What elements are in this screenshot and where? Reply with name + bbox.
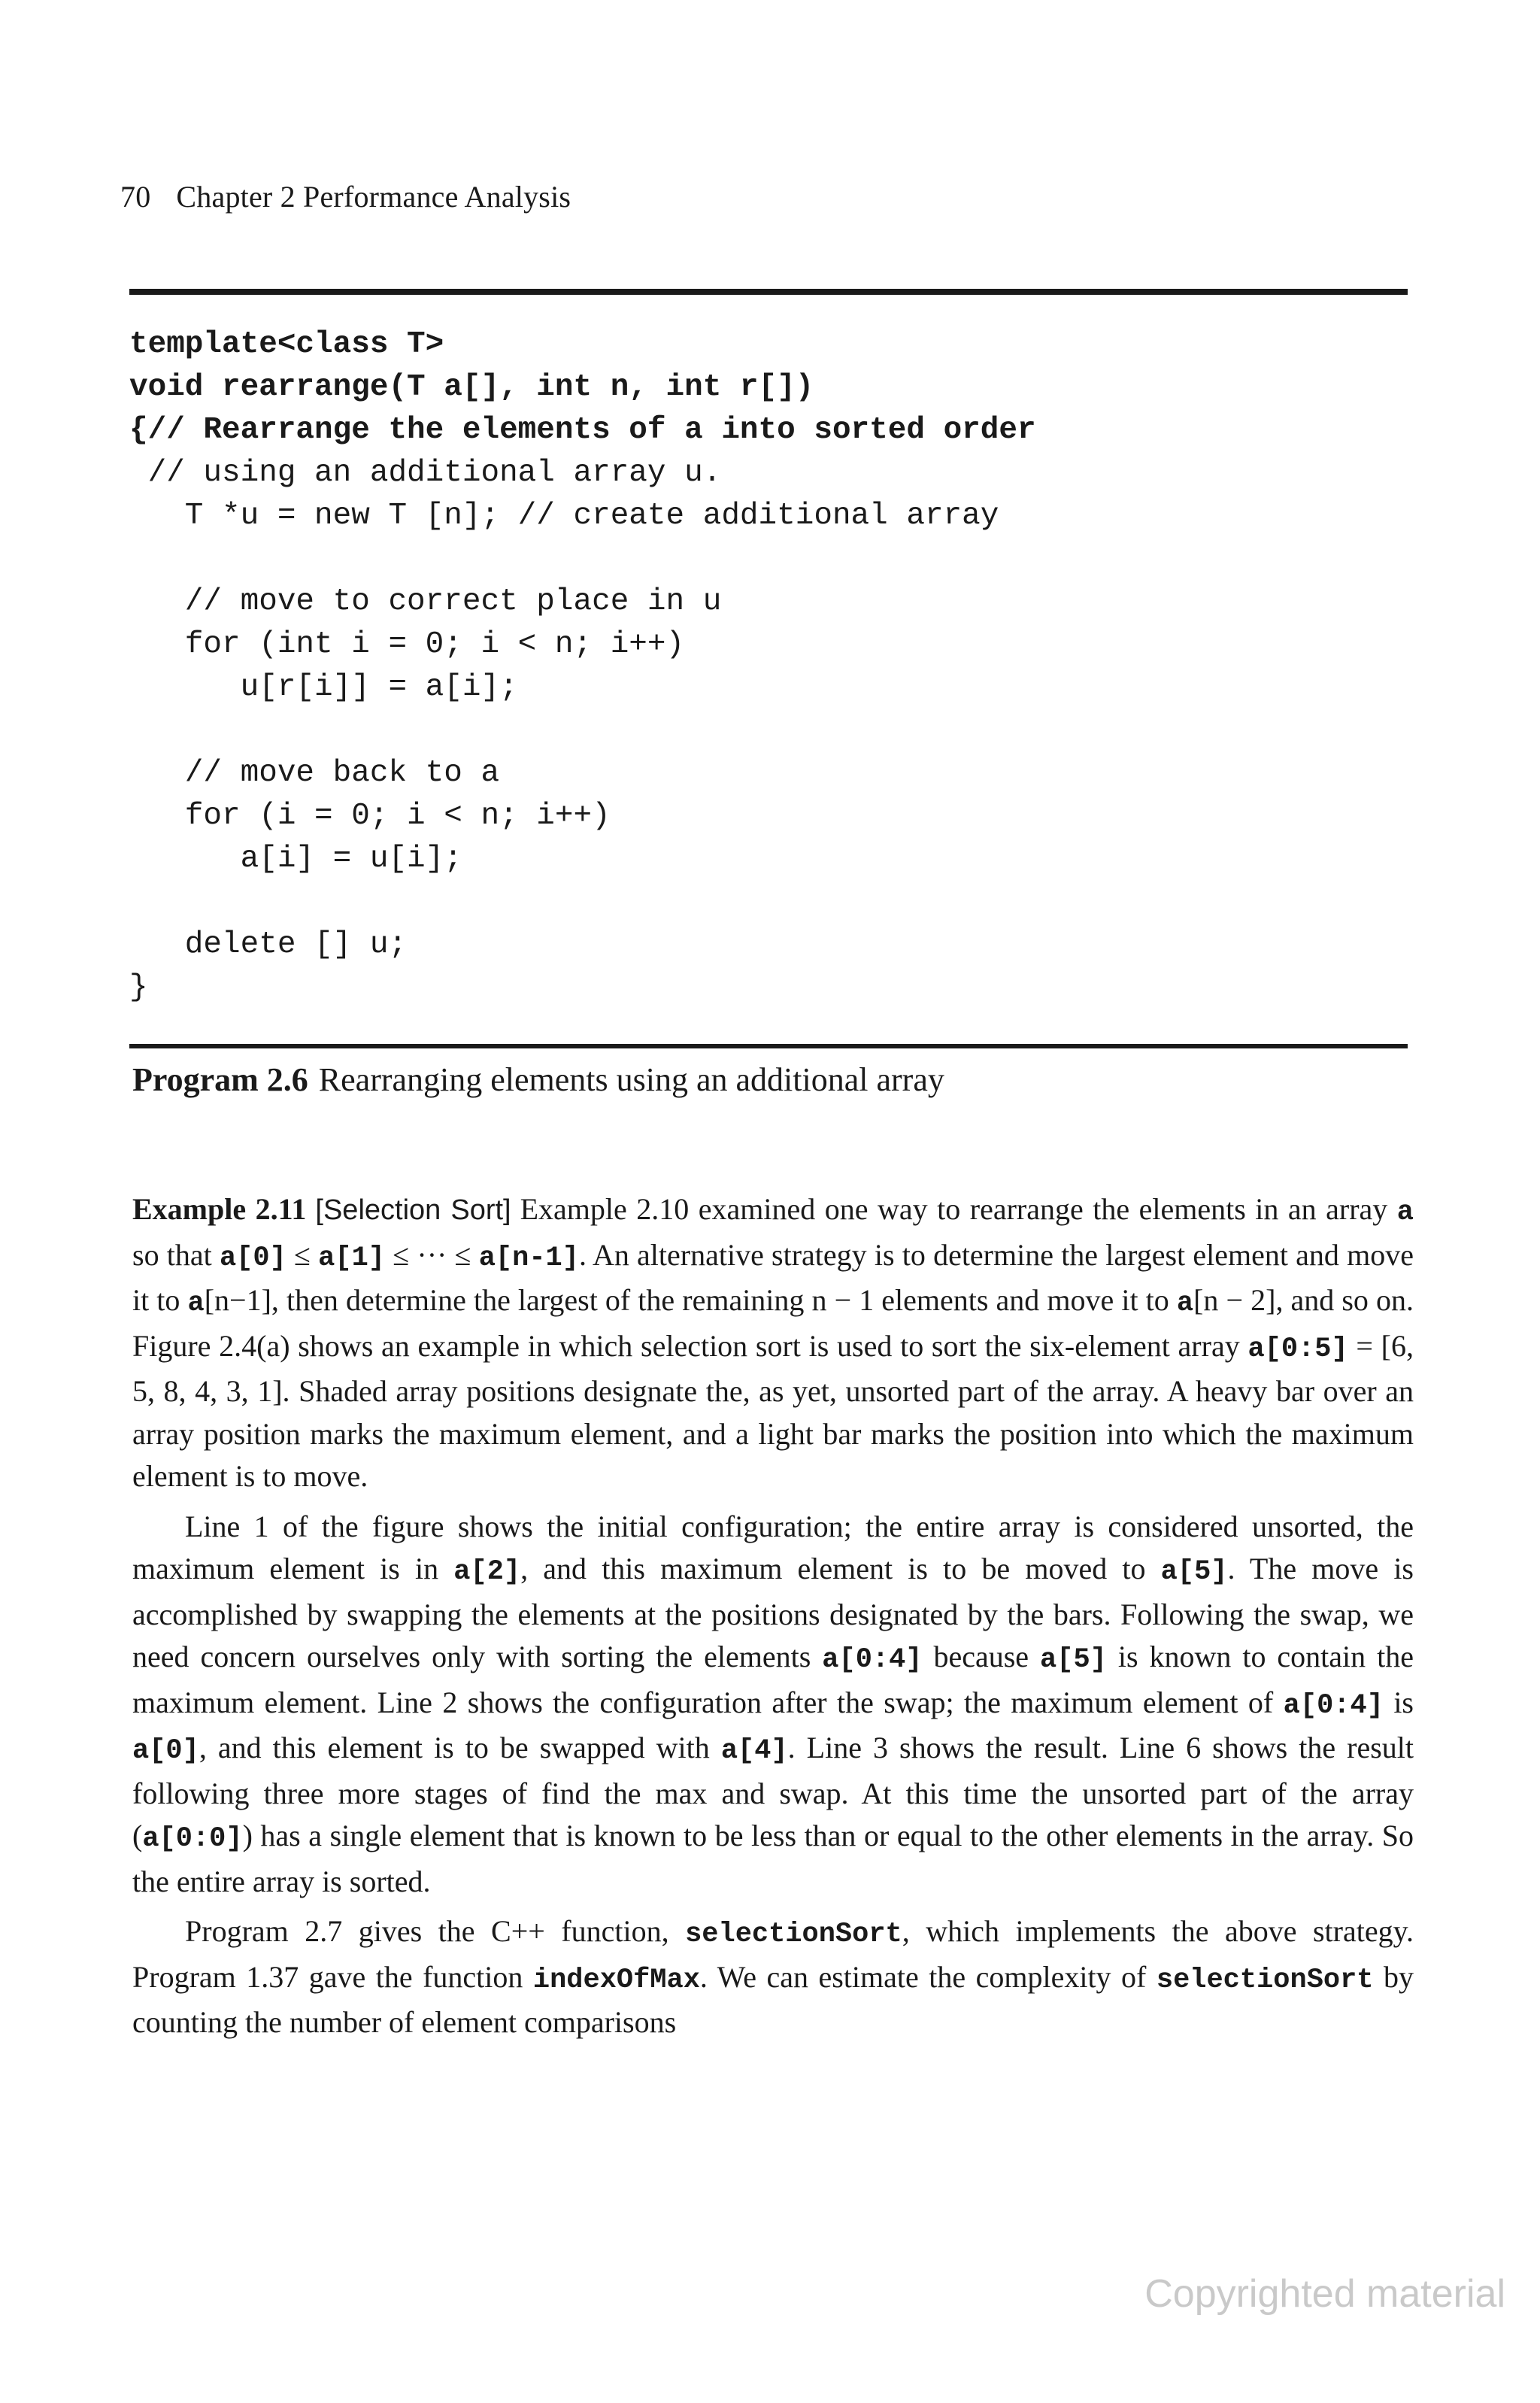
example-title: [Selection Sort] <box>315 1194 511 1226</box>
text-run: ) has a single element that is known to be less than or equal to the other elements in the array. So the entire array is sorted. <box>132 1819 1414 1898</box>
code-ref: a[1] <box>318 1242 385 1274</box>
running-title: Chapter 2 Performance Analysis <box>176 180 571 214</box>
code-line: template<class T> <box>129 327 444 362</box>
text-run: ≤ <box>286 1237 319 1272</box>
text-run: Line 1 of the figure shows the initial configuration; the entire array is considered unsorted, the maximum element is in <box>132 1509 1414 1585</box>
code-line <box>129 709 1036 752</box>
text-run: is known to contain the maximum element. Line 2 shows the configuration after the swap; the maximum element of <box>132 1640 1414 1719</box>
code-line: // using an additional array u. <box>129 456 722 490</box>
text-run: by counting the number of element comparisons <box>132 1959 1414 2039</box>
code-line: void rearrange(T a[], int n, int r[]) <box>129 370 814 405</box>
code-line: delete [] u; <box>129 927 408 962</box>
code-ref: a[0:4] <box>822 1644 923 1676</box>
code-ref: a[4] <box>720 1735 788 1767</box>
paragraph <box>132 1188 1414 1498</box>
text-run: Example 2.10 examined one way to rearrange the elements in an array <box>520 1192 1397 1226</box>
code-ref: a <box>187 1288 205 1319</box>
code-ref: a[n-1] <box>478 1242 579 1274</box>
text-run: [n − 2], and so on. Figure 2.4(a) shows an example in which selection sort is used to sort the six-element array <box>132 1283 1414 1363</box>
code-line: for (i = 0; i < n; i++) <box>129 799 611 833</box>
code-line: } <box>129 970 148 1005</box>
program-top-rule <box>129 289 1408 295</box>
text-run: . We can estimate the complexity of <box>699 1959 1157 1994</box>
code-line: // move back to a <box>129 756 500 790</box>
code-line: u[r[i]] = a[i]; <box>129 670 518 705</box>
text-run: because <box>922 1640 1041 1673</box>
code-ref: a <box>1396 1197 1414 1228</box>
page-number: 70 <box>120 180 151 214</box>
code-line: T *u = new T [n]; // create additional array <box>129 499 999 533</box>
code-ref: a[5] <box>1160 1556 1228 1588</box>
program-caption <box>132 1060 944 1099</box>
code-ref: a[0:4] <box>1283 1689 1384 1722</box>
running-header <box>120 179 571 214</box>
code-ref: a[2] <box>453 1556 521 1588</box>
text-run: [n−1], then determine the largest of the remaining n − 1 elements and move it to <box>204 1283 1177 1317</box>
body-text <box>132 1188 1414 2052</box>
paragraph <box>132 1910 1414 2044</box>
text-run: . The move is accomplished by swapping the elements at the positions designated by the bars. Following the swap, we need concern ourselves only with sorting the elements <box>132 1552 1414 1673</box>
code-ref: a <box>1176 1288 1194 1319</box>
text-run: ≤ ··· ≤ <box>385 1237 479 1272</box>
code-line: {// Rearrange the elements of a into sorted order <box>129 413 1036 448</box>
program-caption-label: Program 2.6 <box>132 1061 308 1098</box>
code-line: for (int i = 0; i < n; i++) <box>129 627 685 662</box>
code-ref: a[0:5] <box>1247 1333 1348 1365</box>
text-run: , and this maximum element is to be moved to <box>520 1552 1161 1585</box>
text-run: . Line 3 shows the result. Line 6 shows the result following three more stages of find the max and swap. At this time the unsorted part of the array ( <box>132 1731 1414 1852</box>
text-run: , and this element is to be swapped with <box>199 1731 721 1764</box>
code-ref: a[0] <box>219 1242 286 1274</box>
code-line <box>129 881 1036 924</box>
code-ref: indexOfMax <box>532 1964 700 1996</box>
code-line: // move to correct place in u <box>129 584 722 619</box>
copyright-watermark: Copyrighted material <box>1144 2272 1505 2316</box>
paragraph <box>132 1506 1414 1904</box>
code-ref: a[0] <box>132 1735 199 1767</box>
code-ref: a[0:0] <box>142 1823 243 1855</box>
program-bottom-rule <box>129 1044 1408 1048</box>
code-ref: selectionSort <box>1156 1964 1374 1996</box>
text-run: = [6, 5, 8, 4, 3, 1]. Shaded array positions designate the, as yet, unsorted part of the array. A heavy bar over an array position marks the maximum element, and a light bar marks the position into which the maximum element is to move. <box>132 1328 1414 1493</box>
code-line <box>129 538 1036 581</box>
code-ref: selectionSort <box>685 1919 902 1950</box>
text-run: , which implements the above strategy. Program 1.37 gave the function <box>132 1914 1414 1994</box>
example-label: Example 2.11 <box>132 1192 307 1226</box>
text-run: is <box>1383 1685 1414 1719</box>
text-run: so that <box>132 1237 220 1272</box>
text-run: Program 2.7 gives the C++ function, <box>185 1914 686 1948</box>
text-run: . An alternative strategy is to determine the largest element and move it to <box>132 1237 1414 1317</box>
code-line: a[i] = u[i]; <box>129 842 462 876</box>
program-caption-text: Rearranging elements using an additional array <box>318 1061 944 1098</box>
code-ref: a[5] <box>1040 1644 1107 1676</box>
program-listing <box>129 323 1036 1009</box>
